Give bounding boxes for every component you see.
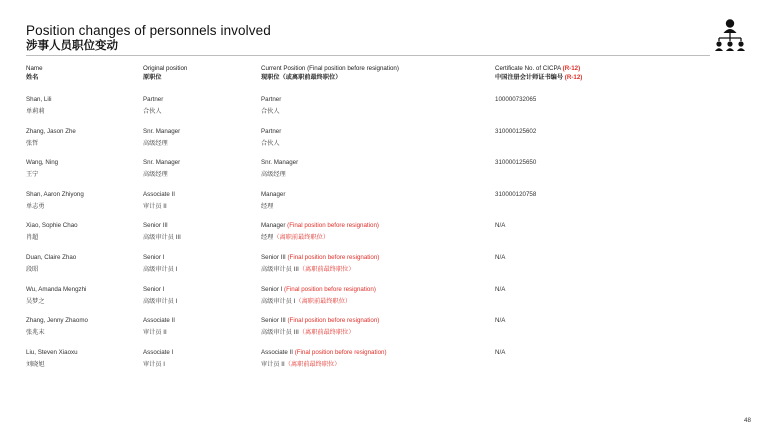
resignation-note: (Final position before resignation) bbox=[294, 348, 387, 356]
name-cell: Zhang, Jason Zhe 张哲 bbox=[26, 127, 76, 147]
resignation-note-cn: （离职前最终职位） bbox=[273, 234, 330, 242]
current-position-cell: Manager 经理 bbox=[261, 190, 286, 210]
name-cell: Liu, Steven Xiaoxu 刘晓旭 bbox=[26, 348, 78, 368]
certificate-cell: N/A bbox=[495, 285, 506, 293]
certificate-cell: 310000125650 bbox=[495, 159, 537, 167]
certificate-cell: N/A bbox=[495, 254, 506, 261]
resignation-note-cn: （离职前最终职位） bbox=[298, 266, 355, 273]
table-row bbox=[0, 347, 776, 375]
org-chart-icon bbox=[712, 17, 748, 53]
header-current-position: Current Position (Final position before resignation) 现职位（或离职前最终职位） bbox=[261, 65, 399, 81]
table-row bbox=[0, 315, 776, 343]
certificate-cell: 100000732065 bbox=[495, 96, 537, 103]
table-row bbox=[0, 252, 776, 280]
table-row bbox=[0, 94, 776, 122]
original-position-cell: Associate I 审计员 I bbox=[143, 348, 174, 368]
resignation-note: (Final position before resignation) bbox=[287, 254, 380, 261]
original-position-cell: Senior III 高级审计员 III bbox=[143, 222, 181, 242]
current-position-cell: Snr. Manager 高级经理 bbox=[261, 159, 299, 179]
resignation-note: (Final position before resignation) bbox=[287, 317, 380, 325]
certificate-cell: 310000125602 bbox=[495, 127, 537, 135]
original-position-cell: Partner 合伙人 bbox=[143, 96, 164, 115]
current-position-cell: Manager (Final position before resignation) 经理（离职前最终职位） bbox=[261, 222, 379, 242]
certificate-cell: N/A bbox=[495, 317, 506, 325]
resignation-note: (Final position before resignation) bbox=[284, 285, 376, 293]
resignation-note-cn: （离职前最终职位） bbox=[284, 360, 341, 368]
name-cell: Zhang, Jenny Zhaomo 张兆末 bbox=[26, 317, 88, 337]
name-cell: Duan, Claire Zhao 段昭 bbox=[26, 254, 77, 273]
table-row bbox=[0, 189, 776, 217]
resignation-note-cn: （离职前最终职位） bbox=[295, 297, 352, 305]
current-position-cell: Senior III (Final position before resignation) 高级审计员 III（离职前最终职位） bbox=[261, 317, 380, 337]
current-position-cell: Associate II (Final position before resignation) 审计员 II（离职前最终职位） bbox=[261, 348, 387, 368]
title-divider bbox=[26, 55, 710, 56]
name-cell: Shan, Lili 单莉莉 bbox=[26, 96, 52, 115]
page-title-cn: 涉事人员职位变动 bbox=[26, 40, 118, 52]
table-row bbox=[0, 284, 776, 312]
name-cell: Xiao, Sophie Chao 肖超 bbox=[26, 222, 78, 242]
page-number: 48 bbox=[744, 417, 751, 424]
original-position-cell: Associate II 审计员 II bbox=[143, 190, 175, 210]
current-position-cell: Senior III (Final position before resignation) 高级审计员 III（离职前最终职位） bbox=[261, 254, 380, 273]
page-title: Position changes of personnels involved bbox=[26, 23, 271, 38]
name-cell: Shan, Aaron Zhiyong 单志勇 bbox=[26, 190, 84, 210]
header-original-position: Original position 原职位 bbox=[143, 65, 188, 81]
certificate-cell: N/A bbox=[495, 222, 506, 230]
current-position-cell: Partner 合伙人 bbox=[261, 127, 282, 147]
name-cell: Wu, Amanda Mengzhi 吴梦之 bbox=[26, 285, 87, 305]
current-position-cell: Senior I (Final position before resignation) 高级审计员 I（离职前最终职位） bbox=[261, 285, 376, 305]
original-position-cell: Associate II 审计员 II bbox=[143, 317, 175, 337]
table-row bbox=[0, 157, 776, 185]
resignation-note: (Final position before resignation) bbox=[287, 222, 379, 230]
original-position-cell: Snr. Manager 高级经理 bbox=[143, 127, 181, 147]
table-row bbox=[0, 220, 776, 248]
original-position-cell: Snr. Manager 高级经理 bbox=[143, 159, 181, 179]
original-position-cell: Senior I 高级审计员 I bbox=[143, 285, 178, 305]
header-certificate: Certificate No. of CICPA (R-12) 中国注册会计师证书编号 (R-12) bbox=[495, 65, 583, 81]
resignation-note-cn: （离职前最终职位） bbox=[298, 329, 355, 337]
table-row bbox=[0, 126, 776, 154]
certificate-cell: N/A bbox=[495, 348, 506, 356]
original-position-cell: Senior I 高级审计员 I bbox=[143, 254, 178, 273]
current-position-cell: Partner 合伙人 bbox=[261, 96, 282, 115]
name-cell: Wang, Ning 王宁 bbox=[26, 159, 59, 179]
header-name: Name 姓名 bbox=[26, 65, 43, 81]
certificate-cell: 310000120758 bbox=[495, 190, 537, 198]
